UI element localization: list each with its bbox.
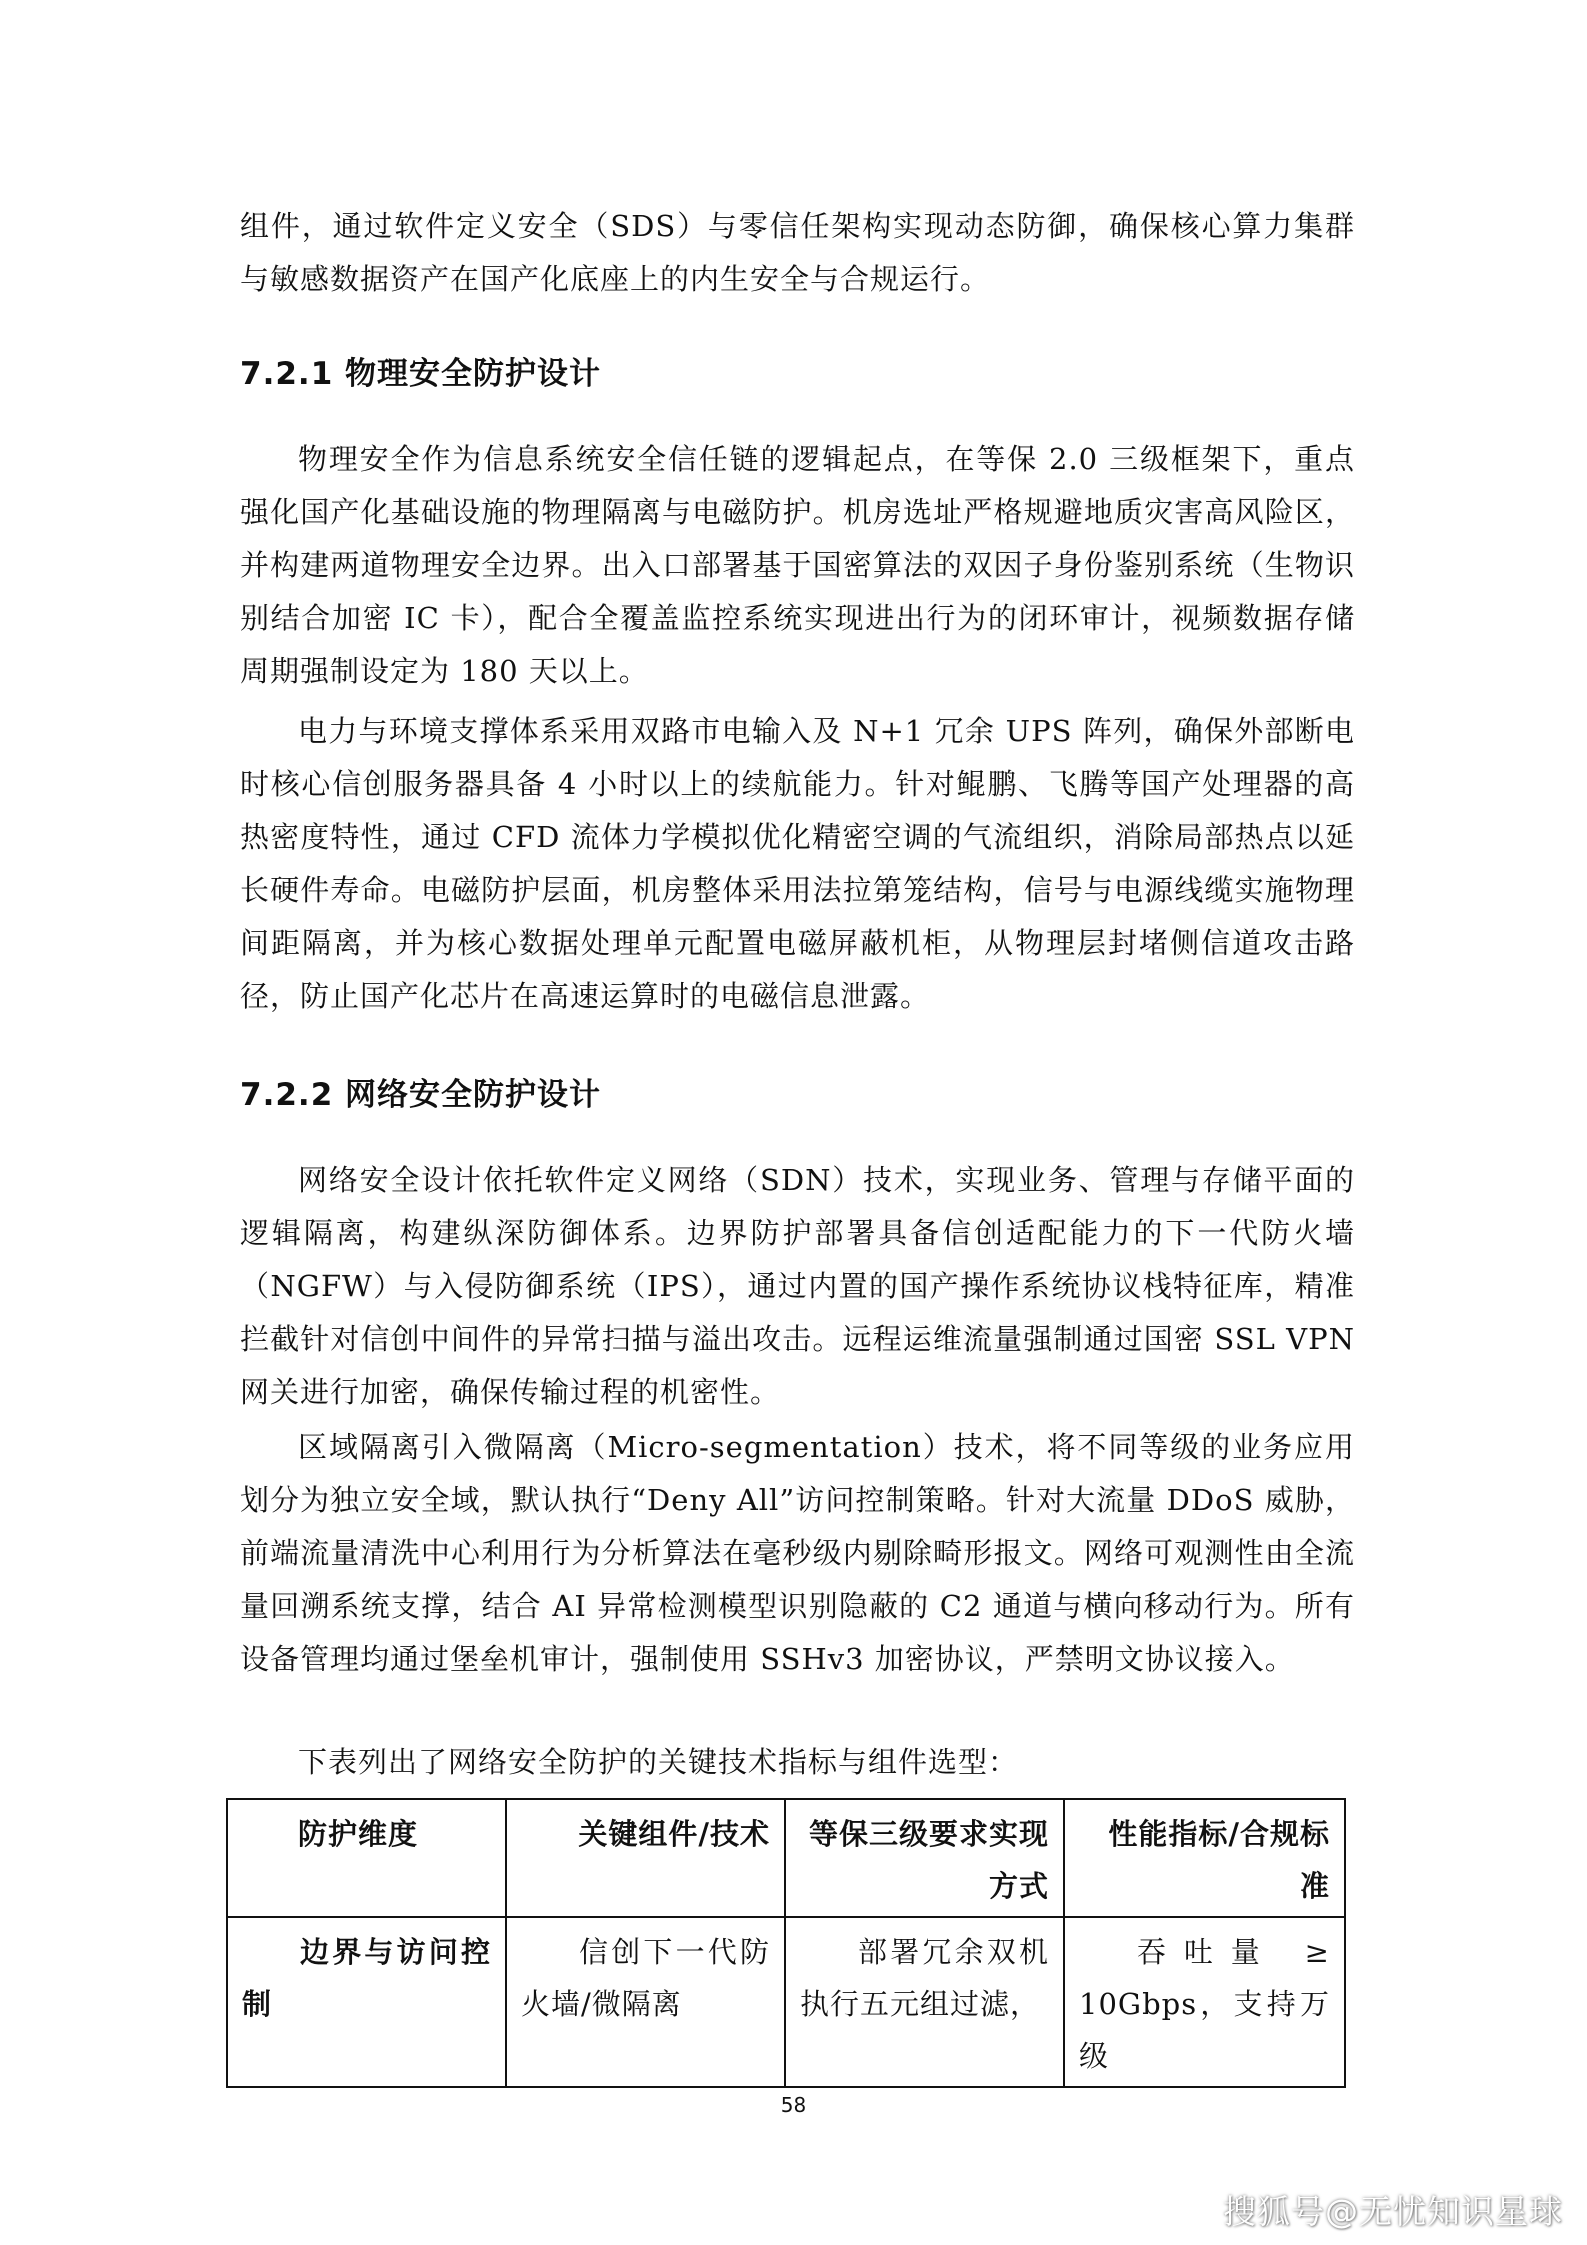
section-heading-7-2-2: 7.2.2 网络安全防护设计 [240,1077,602,1113]
intro-paragraph: 组件，通过软件定义安全（SDS）与零信任架构实现动态防御，确保核心算力集群与敏感数据资产在国产化底座上的内生安全与合规运行。 [240,209,1355,296]
watermark: 搜狐号@无忧知识星球 [1223,2192,1563,2231]
table-header-cell: 防护维度 [227,1799,506,1917]
table-cell: 信创下一代防火墙/微隔离 [506,1917,785,2087]
section-heading-7-2-1: 7.2.1 物理安全防护设计 [240,356,602,392]
physical-security-paragraph-2: 电力与环境支撑体系采用双路市电输入及 N+1 冗余 UPS 阵列，确保外部断电时核心信创服务器具备 4 小时以上的续航能力。针对鲲鹏、飞腾等国产处理器的高热密度特性，通过 CFD 流体力学模拟优化精密空调的气流组织，消除局部热点以延长硬件寿命。电磁防护层面，机房整体采用法拉第笼结构，信号与电源线缆实施物理间距隔离，并为核心数据处理单元配置电磁屏蔽机柜，从物理层封堵侧信道攻击路径，防止国产化芯片在高速运算时的电磁信息泄露。 [240,714,1355,1013]
table-header-cell: 性能指标/合规标准 [1064,1799,1345,1917]
table-row-header-cell: 边界与访问控制 [227,1917,506,2087]
table-row [227,1917,1345,2087]
security-spec-table [226,1798,1346,2088]
table-cell: 吞吐量 ≥ 10Gbps，支持万级 [1064,1917,1345,2087]
table-cell: 部署冗余双机执行五元组过滤， [785,1917,1064,2087]
network-security-paragraph-1: 网络安全设计依托软件定义网络（SDN）技术，实现业务、管理与存储平面的逻辑隔离，构建纵深防御体系。边界防护部署具备信创适配能力的下一代防火墙（NGFW）与入侵防御系统（IPS），通过内置的国产操作系统协议栈特征库，精准拦截针对信创中间件的异常扫描与溢出攻击。远程运维流量强制通过国密 SSL VPN 网关进行加密，确保传输过程的机密性。 [240,1163,1355,1409]
network-security-paragraph-2: 区域隔离引入微隔离（Micro-segmentation）技术，将不同等级的业务应用划分为独立安全域，默认执行“Deny All”访问控制策略。针对大流量 DDoS 威胁，前端流量清洗中心利用行为分析算法在毫秒级内剔除畸形报文。网络可观测性由全流量回溯系统支撑，结合 AI 异常检测模型识别隐蔽的 C2 通道与横向移动行为。所有设备管理均通过堡垒机审计，强制使用 SSHv3 加密协议，严禁明文协议接入。 [240,1430,1355,1676]
page-number: 58 [780,2093,807,2117]
table-intro-sentence: 下表列出了网络安全防护的关键技术指标与组件选型： [298,1745,1019,1779]
table-header-cell: 等保三级要求实现方式 [785,1799,1064,1917]
table-header-cell: 关键组件/技术 [506,1799,785,1917]
physical-security-paragraph-1: 物理安全作为信息系统安全信任链的逻辑起点，在等保 2.0 三级框架下，重点强化国产化基础设施的物理隔离与电磁防护。机房选址严格规避地质灾害高风险区，并构建两道物理安全边界。出入口部署基于国密算法的双因子身份鉴别系统（生物识别结合加密 IC 卡），配合全覆盖监控系统实现进出行为的闭环审计，视频数据存储周期强制设定为 180 天以上。 [240,442,1355,688]
table-header-row [227,1799,1345,1917]
